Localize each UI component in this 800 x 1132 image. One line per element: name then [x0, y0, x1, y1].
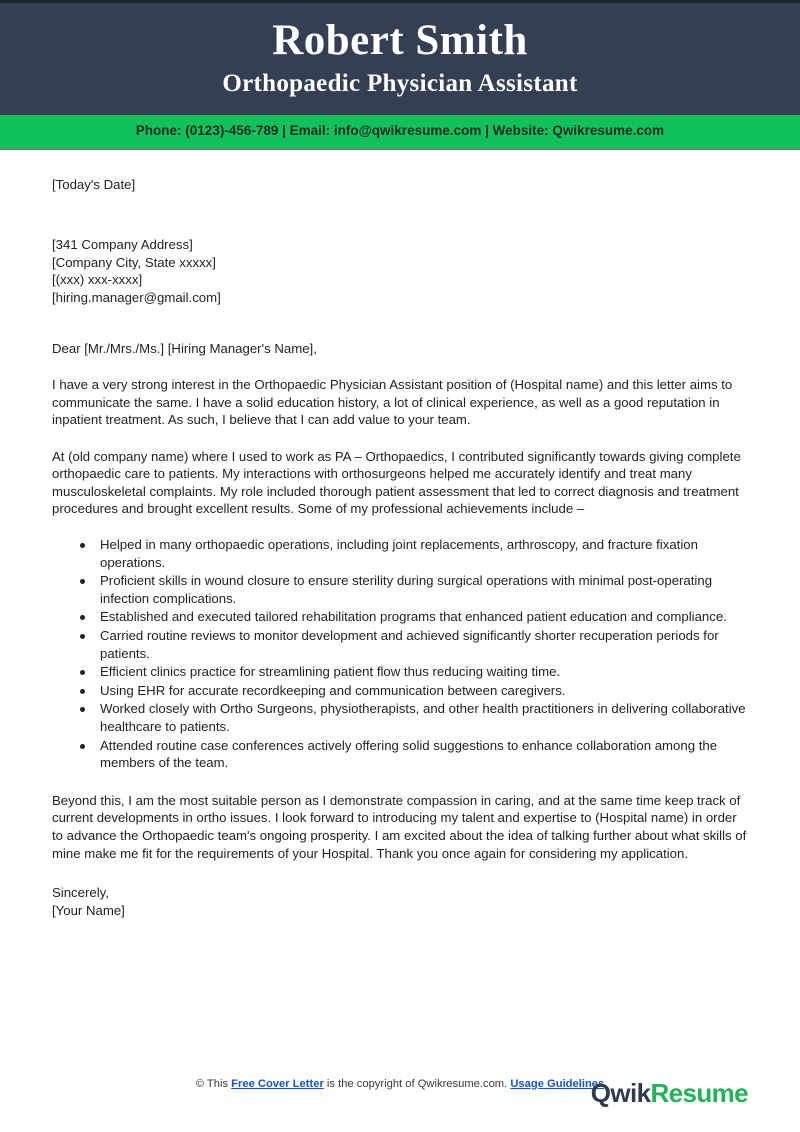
footer-copyright	[196, 1077, 604, 1092]
usage-guidelines-link[interactable]: Usage Guidelines	[510, 1077, 605, 1090]
list-item: Carried routine reviews to monitor development and achieved significantly shorter recuperation periods for patients.	[52, 627, 748, 662]
signature-name: [Your Name]	[52, 902, 125, 918]
date-line: [Today's Date]	[52, 177, 136, 193]
qwikresume-logo[interactable]	[591, 1080, 748, 1106]
list-item: Using EHR for accurate recordkeeping and communication between caregivers.	[52, 682, 748, 700]
contact-line: Phone: (0123)-456-789 | Email: info@qwikresume.com | Website: Qwikresume.com	[135, 123, 665, 139]
recipient-address-line: [341 Company Address]	[52, 236, 193, 252]
brand-resume-text: Resume	[650, 1078, 748, 1108]
paragraph-intro: I have a very strong interest in the Orthopaedic Physician Assistant position of (Hospital name) and this letter aims to communicate the same. I have a solid education history, a lot of clinical experience, as well as a good reputation in inpatient treatment. As such, I believe that I can add value to your team.	[52, 376, 733, 428]
contact-band	[0, 115, 800, 150]
paragraph-experience: At (old company name) where I used to work as PA – Orthopaedics, I contributed significantly towards giving complete orthopaedic care to patients. My interactions with orthosurgeons helped me accurately identify and treat many musculoskeletal complaints. My role included thorough patient assessment that led to correct diagnosis and treatment procedures and brought excellent results. Some of my professional achievements include –	[52, 448, 741, 517]
candidate-job-title: Orthopaedic Physician Assistant	[222, 70, 578, 98]
recipient-address-block	[52, 236, 748, 306]
signoff-text: Sincerely,	[52, 885, 109, 901]
candidate-name: Robert Smith	[272, 17, 528, 64]
list-item: Attended routine case conferences actively offering solid suggestions to enhance collaboration among the members of the team.	[52, 737, 748, 772]
signature-block	[52, 884, 748, 919]
brand-qwik-text: Qwik	[590, 1078, 651, 1108]
letter-body	[0, 150, 800, 919]
list-item: Efficient clinics practice for streamlining patient flow thus reducing waiting time.	[52, 663, 748, 681]
recipient-address-line: [hiring.manager@gmail.com]	[52, 289, 221, 305]
header-band	[0, 0, 800, 115]
footer-copy-prefix: © This	[195, 1077, 232, 1090]
page-footer	[0, 1062, 800, 1106]
list-item: Worked closely with Ortho Surgeons, physiotherapists, and other health practitioners in delivering collaborative healthcare to patients.	[52, 700, 748, 735]
list-item: Proficient skills in wound closure to ensure sterility during surgical operations with minimal post-operating infection complications.	[52, 572, 748, 607]
recipient-address-line: [Company City, State xxxxx]	[52, 254, 216, 270]
list-item: Helped in many orthopaedic operations, including joint replacements, arthroscopy, and fracture fixation operations.	[52, 536, 748, 571]
achievements-list	[52, 536, 748, 772]
free-cover-letter-link[interactable]: Free Cover Letter	[231, 1077, 324, 1090]
footer-copy-middle: is the copyright of Qwikresume.com.	[323, 1077, 511, 1090]
paragraph-closing: Beyond this, I am the most suitable person as I demonstrate compassion in caring, and at the same time keep track of current developments in ortho issues. I look forward to introducing my talent and expertise to (Hospital name) in order to advance the Orthopaedic team's ongoing prosperity. I am excited about the idea of talking further about what skills of mine make me fit for the requirements of your Hospital. Thank you once again for considering my application.	[52, 792, 747, 861]
list-item: Established and executed tailored rehabilitation programs that enhanced patient education and compliance.	[52, 608, 748, 626]
salutation: Dear [Mr./Mrs./Ms.] [Hiring Manager's Name],	[52, 341, 317, 357]
recipient-address-line: [(xxx) xxx-xxxx]	[52, 272, 143, 288]
